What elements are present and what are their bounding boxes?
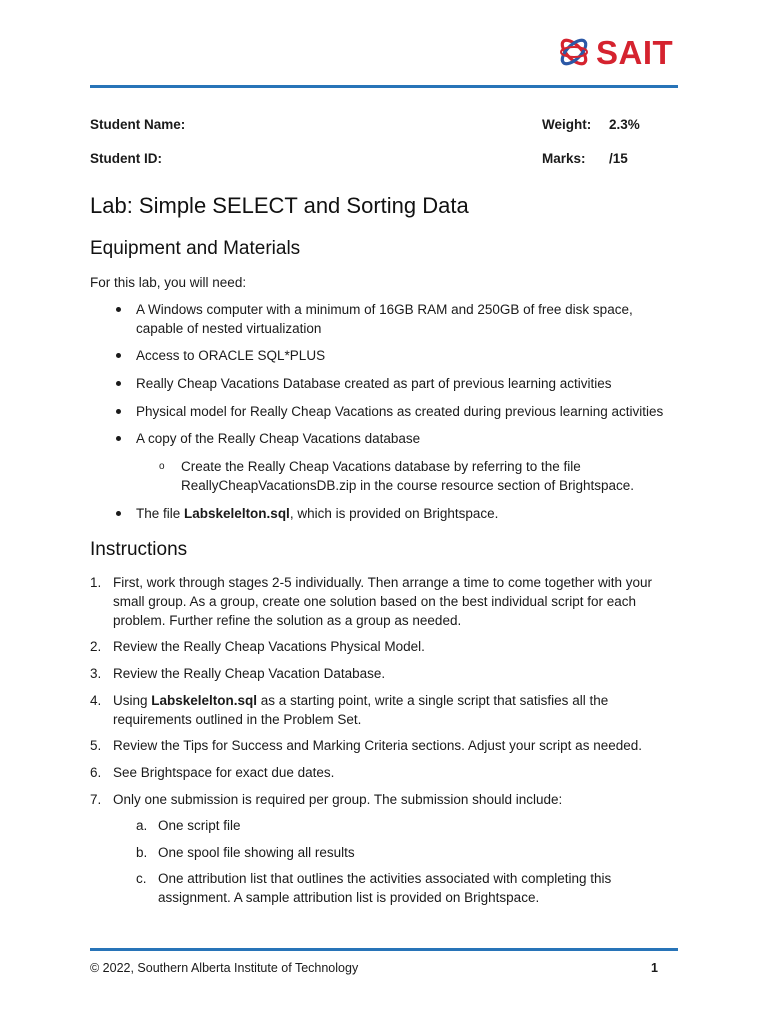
substep-text: One spool file showing all results — [158, 845, 355, 860]
substep-text: One attribution list that outlines the activities associated with completing this — [158, 871, 612, 886]
step-prefix: Using — [113, 693, 152, 708]
student-id-label: Student ID: — [90, 151, 162, 166]
student-name-label: Student Name: — [90, 117, 186, 132]
page-number: 1 — [651, 961, 658, 975]
substep-letter: a. — [136, 818, 148, 833]
footer-copyright: © 2022, Southern Alberta Institute of Technology — [90, 961, 359, 975]
step-suffix: as a starting point, write a single script that satisfies all the — [257, 693, 609, 708]
logo-text: SAIT — [596, 33, 674, 71]
step-text — [113, 691, 608, 710]
step-number: 6. — [90, 765, 102, 780]
step-number: 1. — [90, 575, 102, 590]
step-text-cont: small group. As a group, create one solution based on the best individual script for each — [113, 594, 637, 609]
equipment-heading: Equipment and Materials — [90, 238, 301, 259]
step-text: Review the Really Cheap Vacation Database. — [113, 666, 386, 681]
step-text: Review the Tips for Success and Marking Criteria sections. Adjust your script as needed. — [113, 738, 642, 753]
file-item-prefix: The file — [136, 506, 185, 521]
step-text: First, work through stages 2-5 individually. Then arrange a time to come together with your — [113, 575, 653, 590]
bullet-icon — [116, 307, 121, 312]
step-number: 4. — [90, 693, 102, 708]
sait-logo — [556, 34, 673, 70]
marks-value: /15 — [609, 151, 628, 166]
bullet-icon — [116, 436, 121, 441]
header-rule — [90, 85, 678, 88]
file-item-filename: Labskelelton.sql — [184, 506, 290, 521]
instructions-heading: Instructions — [90, 539, 188, 560]
substep-letter: b. — [136, 845, 148, 860]
equipment-subitem-cont: ReallyCheapVacationsDB.zip in the course resource section of Brightspace. — [181, 478, 634, 493]
step-number: 3. — [90, 666, 102, 681]
weight-label: Weight: — [542, 117, 592, 132]
step-text: Only one submission is required per group. The submission should include: — [113, 792, 563, 807]
page-title: Lab: Simple SELECT and Sorting Data — [90, 193, 469, 218]
step-number: 2. — [90, 639, 102, 654]
equipment-item-cont: capable of nested virtualization — [136, 321, 322, 336]
step-filename: Labskelelton.sql — [151, 693, 258, 708]
bullet-icon — [116, 409, 121, 414]
equipment-item: Access to ORACLE SQL*PLUS — [136, 348, 326, 363]
substep-letter: c. — [136, 871, 147, 886]
marks-label: Marks: — [542, 151, 586, 166]
bullet-icon — [116, 353, 121, 358]
step-text: See Brightspace for exact due dates. — [113, 765, 335, 780]
step-text-cont: problem. Further refine the solution as a group as needed. — [113, 613, 462, 628]
equipment-subitem: Create the Really Cheap Vacations database by referring to the file — [181, 459, 581, 474]
sub-bullet-marker: o — [159, 461, 165, 472]
step-number: 5. — [90, 738, 102, 753]
equipment-intro: For this lab, you will need: — [90, 275, 247, 290]
sait-logo-icon — [556, 34, 592, 70]
footer-rule — [90, 948, 678, 951]
step-text: Review the Really Cheap Vacations Physical Model. — [113, 639, 425, 654]
equipment-item: Physical model for Really Cheap Vacations as created during previous learning activities — [136, 404, 664, 419]
substep-text: One script file — [158, 818, 241, 833]
equipment-item: A Windows computer with a minimum of 16GB RAM and 250GB of free disk space, — [136, 302, 633, 317]
equipment-item: Really Cheap Vacations Database created as part of previous learning activities — [136, 376, 612, 391]
step-text-cont: requirements outlined in the Problem Set. — [113, 712, 362, 727]
file-item-suffix: , which is provided on Brightspace. — [289, 506, 499, 521]
equipment-item-file — [136, 504, 498, 523]
step-number: 7. — [90, 792, 102, 807]
bullet-icon — [116, 511, 121, 516]
bullet-icon — [116, 381, 121, 386]
substep-text-cont: assignment. A sample attribution list is provided on Brightspace. — [158, 890, 540, 905]
equipment-item: A copy of the Really Cheap Vacations database — [136, 431, 421, 446]
weight-value: 2.3% — [609, 117, 640, 132]
